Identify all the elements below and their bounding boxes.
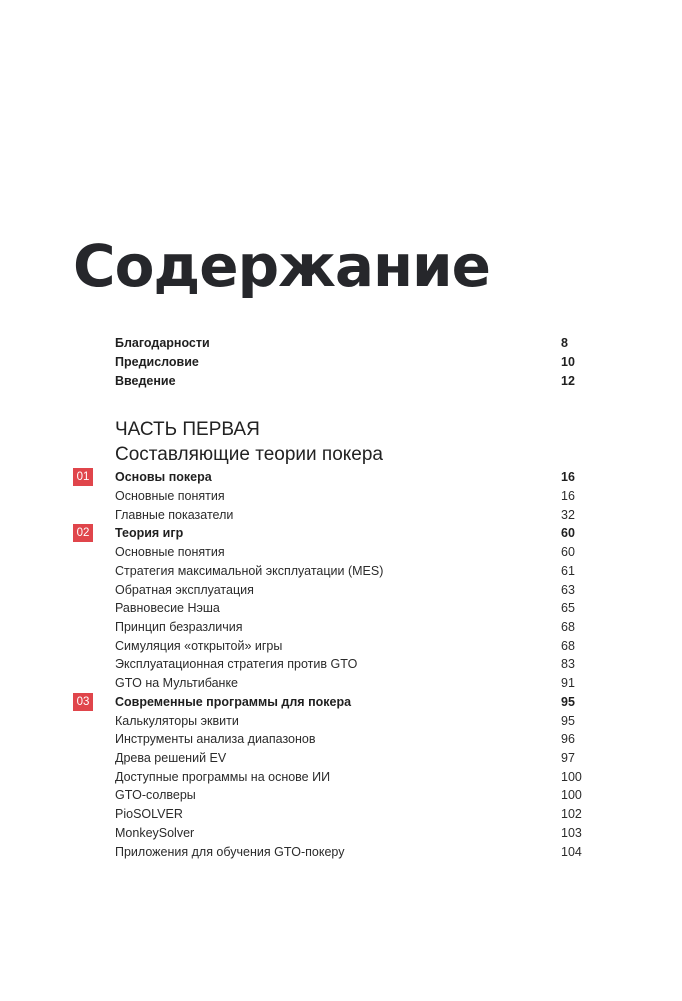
section-page: 102 [561, 807, 582, 821]
section-label: GTO на Мультибанке [115, 676, 239, 690]
toc-section[interactable] [115, 506, 585, 524]
toc-section[interactable] [115, 655, 585, 673]
part-name: Составляющие теории покера [115, 444, 383, 465]
part-label: ЧАСТЬ ПЕРВАЯ [115, 419, 260, 440]
section-page: 60 [561, 545, 575, 559]
section-label: Приложения для обучения GTO-покеру [115, 845, 345, 859]
section-page: 65 [561, 601, 575, 615]
section-label: Основные понятия [115, 545, 225, 559]
section-page: 61 [561, 564, 575, 578]
section-label: Стратегия максимальной эксплуатации (MES) [115, 564, 384, 578]
section-page: 68 [561, 620, 575, 634]
section-label: Калькуляторы эквити [115, 714, 239, 728]
chapter-title: Теория игр [115, 526, 184, 540]
toc-entry-page: 8 [561, 336, 568, 350]
toc-chapter[interactable] [115, 693, 585, 711]
toc-entry-label: Введение [115, 374, 176, 388]
toc-section[interactable] [115, 637, 585, 655]
page-title: Содержание [73, 232, 491, 300]
section-page: 104 [561, 845, 582, 859]
chapter-title: Современные программы для покера [115, 695, 352, 709]
section-page: 16 [561, 489, 575, 503]
toc-section[interactable] [115, 543, 585, 561]
section-page: 95 [561, 714, 575, 728]
toc-section[interactable] [115, 768, 585, 786]
toc-section[interactable] [115, 487, 585, 505]
chapter-page: 16 [561, 470, 575, 484]
section-label: Главные показатели [115, 508, 234, 522]
section-label: PioSOLVER [115, 807, 183, 821]
toc-section[interactable] [115, 674, 585, 692]
toc-section[interactable] [115, 712, 585, 730]
section-page: 68 [561, 639, 575, 653]
toc-entry-label: Благодарности [115, 336, 210, 350]
section-page: 100 [561, 770, 582, 784]
section-label: MonkeySolver [115, 826, 195, 840]
section-page: 63 [561, 583, 575, 597]
chapter-title: Основы покера [115, 470, 212, 484]
section-page: 32 [561, 508, 575, 522]
section-label: Эксплуатационная стратегия против GTO [115, 657, 358, 671]
section-label: Обратная эксплуатация [115, 583, 254, 597]
toc-section[interactable] [115, 824, 585, 842]
toc-section[interactable] [115, 730, 585, 748]
toc-entry-preface[interactable] [115, 353, 585, 371]
toc-entry-acknowledgements[interactable] [115, 334, 585, 352]
toc-entry-page: 12 [561, 374, 575, 388]
section-label: Принцип безразличия [115, 620, 243, 634]
toc-chapter[interactable] [115, 468, 585, 486]
section-page: 103 [561, 826, 582, 840]
toc-section[interactable] [115, 805, 585, 823]
toc-chapter[interactable] [115, 524, 585, 542]
section-label: Основные понятия [115, 489, 225, 503]
chapter-page: 60 [561, 526, 575, 540]
chapter-number-badge: 02 [73, 524, 93, 542]
chapter-number-badge: 01 [73, 468, 93, 486]
section-label: Древа решений EV [115, 751, 227, 765]
toc-section[interactable] [115, 599, 585, 617]
section-label: Инструменты анализа диапазонов [115, 732, 316, 746]
toc-entry-introduction[interactable] [115, 372, 585, 390]
section-label: Равновесие Нэша [115, 601, 220, 615]
toc-entry-page: 10 [561, 355, 575, 369]
toc-section[interactable] [115, 562, 585, 580]
toc-section[interactable] [115, 843, 585, 861]
chapter-page: 95 [561, 695, 575, 709]
chapter-number-badge: 03 [73, 693, 93, 711]
toc-section[interactable] [115, 786, 585, 804]
toc-section[interactable] [115, 618, 585, 636]
toc-section[interactable] [115, 749, 585, 767]
section-label: GTO-солверы [115, 788, 196, 802]
section-page: 83 [561, 657, 575, 671]
toc-section[interactable] [115, 581, 585, 599]
section-label: Симуляция «открытой» игры [115, 639, 283, 653]
toc-entry-label: Предисловие [115, 355, 199, 369]
section-page: 96 [561, 732, 575, 746]
section-page: 97 [561, 751, 575, 765]
section-page: 100 [561, 788, 582, 802]
section-page: 91 [561, 676, 575, 690]
section-label: Доступные программы на основе ИИ [115, 770, 331, 784]
